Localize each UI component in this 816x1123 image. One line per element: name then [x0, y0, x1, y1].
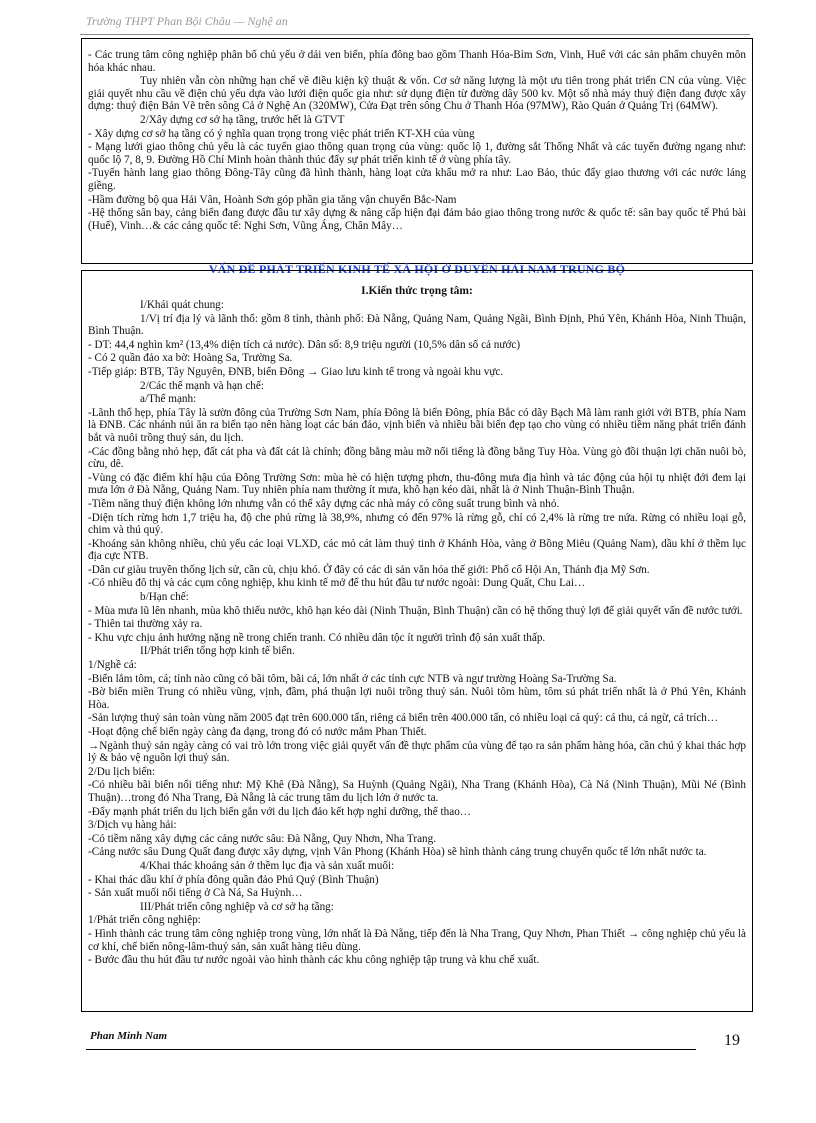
page-number: 19	[724, 1032, 740, 1049]
box1-paragraph: -Hệ thống sân bay, cảng biển đang được đầu tư xây dựng & nâng cấp hiện đại đảm bảo giao thông trong nước & quốc tế: sân bay quốc tế Phú bài (Huế), Vinh…& các cảng quốc tế: Nghi Sơn, Vũng Áng, Chân Mây…	[88, 207, 746, 232]
box2-paragraph: -Dân cư giàu truyền thống lịch sử, cần cù, chịu khó. Ở đây có các di sản văn hóa thế giới: Phố cổ Hội An, Thánh địa Mỹ Sơn.	[88, 563, 650, 576]
box2-paragraph: →Ngành thuỷ sản ngày càng có vai trò lớn trong việc giải quyết vấn đề thực phẩm của vùng để tạo ra sản phẩm hàng hóa, cần chú ý khai thác hợp lý & bảo vệ nguồn lợi thuỷ sản.	[88, 739, 746, 765]
box2-paragraph: -Sản lượng thuỷ sản toàn vùng năm 2005 đạt trên 600.000 tấn, riêng cá biển trên 400.000 tấn, có nhiều loại cá quý: cá thu, cá ngừ, cá trích…	[88, 712, 719, 725]
box2-paragraph: -Bờ biển miền Trung có nhiều vũng, vịnh, đầm, phá thuận lợi nuôi trồng thuỷ sản. Nuôi tôm hùm, tôm sú phát triển nhất là ở Phú Yên, Khánh Hòa.	[88, 686, 746, 711]
box2-paragraph: III/Phát triển công nghiệp và cơ sở hạ tầng:	[140, 900, 334, 913]
box1-paragraph: Tuy nhiên vẫn còn những hạn chế về điều kiện kỹ thuật & vốn. Cơ sở năng lượng là một ưu tiên trong phát triển CN của vùng. Việc giải quyết nhu cầu về điện chủ yếu dựa vào lưới điện quốc gia như: sử dụng điện từ đường dây 500 kv. Một số nhà máy thuỷ điện đang được xây dựng: thuỷ điện Bản Vẽ trên sông Cả ở Nghệ An (320MW), Cửa Đạt trên sông Chu ở Thanh Hóa (97MW), Rào Quán ở Quảng Trị (64MW).	[88, 75, 746, 113]
box2-paragraph: -Khoáng sản không nhiều, chủ yếu các loại VLXD, các mỏ cát làm thuỷ tinh ở Khánh Hòa, vàng ở Bồng Miêu (Quảng Nam), dầu khí ở thềm lục địa cực NTB.	[88, 537, 746, 563]
box2-paragraph: - Bước đầu thu hút đầu tư nước ngoài vào hình thành các khu công nghiệp tập trung và khu chế xuất.	[88, 954, 540, 967]
box2-paragraph: -Đẩy mạnh phát triển du lịch biển gắn với du lịch đảo kết hợp nghỉ dưỡng, thể thao…	[88, 805, 471, 818]
box2-paragraph: -Hoạt động chế biến ngày càng đa dạng, trong đó có nước mắm Phan Thiết.	[88, 726, 427, 738]
box2-paragraph: 3/Dịch vụ hàng hải:	[88, 819, 177, 832]
box1-paragraph: - Mạng lưới giao thông chủ yếu là các tuyến giao thông quan trọng của vùng: quốc lộ 1, đường sắt Thống Nhất và các tuyến đường ngang như: quốc lộ 7, 8, 9. Đường Hồ Chí Minh hoàn thành thúc đẩy sự phát triển kinh tế ở vùng phía tây.	[88, 141, 746, 166]
box2-paragraph: 1/Vị trí địa lý và lãnh thổ: gồm 8 tỉnh, thành phố: Đà Nẵng, Quảng Nam, Quảng Ngãi, Bình Định, Phú Yên, Khánh Hòa, Ninh Thuận, Bình Thuận.	[88, 312, 746, 338]
box2-paragraph: 1/Phát triển công nghiệp:	[88, 914, 201, 927]
continued-content-box	[81, 38, 753, 264]
section-title: VẤN ĐỀ PHÁT TRIỂN KINH TẾ XÃ HỘI Ở DUYÊN HẢI NAM TRUNG BỘ	[208, 262, 626, 276]
box2-paragraph: -Có nhiều đô thị và các cụm công nghiệp, khu kinh tế mở để thu hút đầu tư nước ngoài: Dung Quất, Chu Lai…	[88, 577, 586, 590]
box2-paragraph: I/Khái quát chung:	[140, 299, 224, 311]
header-divider	[80, 34, 750, 35]
box2-paragraph: 2/Các thế mạnh và hạn chế:	[140, 379, 264, 392]
box1-paragraph: 2/Xây dựng cơ sở hạ tầng, trước hết là GTVT	[140, 113, 345, 126]
box2-paragraph: - DT: 44,4 nghìn km² (13,4% diện tích cả nước). Dân số: 8,9 triệu người (10,5% dân số cả nước)	[88, 338, 521, 351]
box2-paragraph: -Có nhiều bãi biển nổi tiếng như: Mỹ Khê (Đà Nẵng), Sa Huỳnh (Quảng Ngãi), Nha Trang (Khánh Hòa), Cà Ná (Ninh Thuận), Mũi Né (Bình Thuận)…trong đó Nha Trang, Đà Nẵng là các trung tâm du lịch lớn ở nước ta.	[88, 779, 746, 804]
box2-paragraph: a/Thế mạnh:	[140, 393, 197, 406]
box2-paragraph: -Tiếp giáp: BTB, Tây Nguyên, ĐNB, biển Đông → Giao lưu kinh tế trong và ngoài khu vực.	[88, 365, 504, 378]
box2-paragraph: -Biển lắm tôm, cá; tỉnh nào cũng có bãi tôm, bãi cá, lớn nhất ở các tỉnh cực NTB và ngư trường Hoàng Sa-Trường Sa.	[88, 672, 617, 685]
box2-paragraph: II/Phát triển tổng hợp kinh tế biển.	[140, 645, 295, 658]
box2-paragraph: 2/Du lịch biển:	[88, 765, 156, 778]
box1-paragraph: - Các trung tâm công nghiệp phân bố chủ yếu ở dải ven biển, phía đông bao gồm Thanh Hóa-Bỉm Sơn, Vinh, Huế với các sản phẩm chuyên môn hóa khác nhau.	[88, 49, 746, 74]
box2-paragraph: -Cảng nước sâu Dung Quất đang được xây dựng, vịnh Vân Phong (Khánh Hòa) sẽ hình thành cảng trung chuyển quốc tế lớn nhất nước ta.	[88, 846, 707, 859]
box2-paragraph: - Khai thác dầu khí ở phía đông quần đảo Phú Quý (Bình Thuận)	[88, 873, 379, 886]
box1-paragraph: - Xây dựng cơ sở hạ tầng có ý nghĩa quan trọng trong việc phát triển KT-XH của vùng	[88, 127, 475, 140]
box2-paragraph: - Khu vực chịu ảnh hưởng nặng nề trong chiến tranh. Có nhiều dân tộc ít người trình độ sản xuất thấp.	[88, 631, 546, 644]
box2-paragraph: - Sản xuất muối nổi tiếng ở Cà Ná, Sa Huỳnh…	[88, 887, 303, 900]
box2-paragraph: -Có tiềm năng xây dựng các cảng nước sâu: Đà Nẵng, Quy Nhơn, Nha Trang.	[88, 832, 437, 845]
box2-paragraph: -Tiềm năng thuỷ điện không lớn nhưng vẫn có thể xây dựng các nhà máy có công suất trung bình và nhỏ.	[88, 497, 560, 510]
box2-paragraph: - Hình thành các trung tâm công nghiệp trong vùng, lớn nhất là Đà Nẵng, tiếp đến là Nha Trang, Quy Nhơn, Phan Thiết → công nghiệp chủ yếu là cơ khí, chế biến nông-lâm-thuỷ sản, sản xuất hàng tiêu dùng.	[88, 927, 746, 953]
box2-paragraph: - Mùa mưa lũ lên nhanh, mùa khô thiếu nước, khô hạn kéo dài (Ninh Thuận, Bình Thuận) cần có hệ thống thuỷ lợi để giải quyết vấn đề nước tưới.	[88, 604, 743, 617]
box2-paragraph: -Vùng có đặc điểm khí hậu của Đông Trường Sơn: mùa hè có hiện tượng phơn, thu-đông mưa địa hình và tác động của hội tụ nhiệt đới đem lại mưa lớn ở Đà Nẵng, Quảng Nam. Tuy nhiên phía nam thường ít mưa, khô hạn kéo dài, nhất là ở Ninh Thuận-Bình Thuận.	[88, 471, 746, 497]
box2-paragraph: - Có 2 quần đảo xa bờ: Hoàng Sa, Trường Sa.	[88, 352, 293, 365]
box2-paragraph: - Thiên tai thường xảy ra.	[88, 618, 203, 631]
box2-paragraph: I.Kiến thức trọng tâm:	[361, 285, 473, 297]
box2-paragraph: 4/Khai thác khoáng sản ở thềm lục địa và sản xuất muối:	[140, 859, 395, 872]
box2-paragraph: -Các đồng bằng nhỏ hẹp, đất cát pha và đất cát là chính; đồng bằng màu mỡ nổi tiếng là đồng bằng Tuy Hòa. Vùng gò đồi thuận lợi chăn nuôi bò, cừu, dê.	[88, 445, 746, 471]
page-header: Trường THPT Phan Bội Châu — Nghệ an	[86, 14, 288, 28]
footer-author: Phan Minh Nam	[90, 1030, 168, 1042]
box2-paragraph: -Lãnh thổ hẹp, phía Tây là sườn đông của Trường Sơn Nam, phía Đông là biển Đông, phía Bắc có dãy Bạch Mã làm ranh giới với BTB, phía Nam là ĐNB. Các nhánh núi ăn ra biển tạo nên hàng loạt các bán đảo, vịnh biển và nhiều bãi biển đẹp tạo cho vùng có nhiều tiềm năng phát triển đánh bắt và nuôi trồng thuỷ sản, du lịch.	[88, 406, 746, 444]
box2-paragraph: b/Hạn chế:	[140, 591, 189, 604]
footer-divider	[86, 1049, 696, 1050]
box2-paragraph: 1/Nghề cá:	[88, 659, 137, 672]
main-content-box	[81, 270, 753, 1012]
box2-paragraph: -Diện tích rừng hơn 1,7 triệu ha, độ che phủ rừng là 38,9%, nhưng có đến 97% là rừng gỗ, chỉ có 2,4% là rừng tre nứa. Rừng có nhiều loại gỗ, chim và thú quý.	[88, 511, 746, 537]
box1-paragraph: -Hầm đường bộ qua Hải Vân, Hoành Sơn góp phần gia tăng vận chuyển Bắc-Nam	[88, 193, 457, 206]
box1-paragraph: -Tuyến hành lang giao thông Đông-Tây cũng đã hình thành, hàng loạt cửa khẩu mở ra như: Lao Bảo, thúc đẩy giao thương với các nước láng giềng.	[88, 167, 746, 192]
